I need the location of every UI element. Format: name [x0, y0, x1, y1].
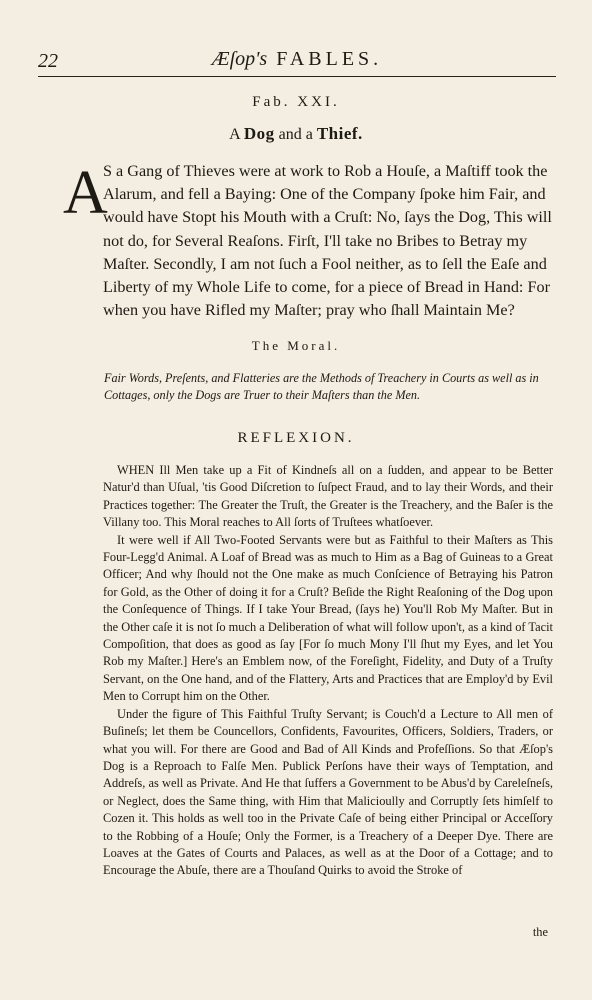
- fable-title-dog: Dog: [243, 124, 275, 143]
- drop-cap: A: [63, 159, 108, 227]
- reflexion-paragraph-3: Under the figure of This Faithful Truſty Servant; is Couch'd a Lecture to All men of Buſineſs; let them be Councellors, Confidents, Favourites, Officers, Soldiers, Traders, or what you will. For there are Good and Bad of All Kinds and Profeſſions. So that Æſop's Dog is a Reproach to Falſe Men. Publick Perſons have their ways of Temptation, and Addreſs, as well as Private. And He that ſuffers a Government to be Abus'd by Careleſneſs, or Neglect, does the Same thing, with Him that Malicioully and Corruptly ſets himſelf to Cozen it. This holds as well too in the Private Caſe of being either Principal or Acceſſory to the Robbing of a Houſe; Only the Former, is a Treachery of a Deeper Dye. There are Loaves at the Gates of Courts and Palaces, as well as at the Door of a Cottage; and to Encourage the Abuſe, there are a Thouſand Quirks to avoid the Stroke of: [103, 706, 553, 878]
- catchword: the: [532, 925, 548, 939]
- fable-title-and: and a: [278, 126, 313, 143]
- fable-title-a: A: [229, 126, 240, 143]
- reflexion-heading: REFLEXION.: [237, 430, 355, 446]
- page-number: 22: [38, 50, 58, 72]
- header-rule: [38, 76, 556, 77]
- reflexion-paragraph-2: It were well if All Two-Footed Servants were but as Faithful to their Maſters as This Four-Legg'd Animal. A Loaf of Bread was as much to Him as a Bag of Guineas to a Great Officer; And why ſhould not the One make as much Conſcience of Betraying his Patron for Gold, as the Other of doing it for a Cruſt? Beſide the Right Reaſoning of the Dog upon the Conſequence of Things. If I take Your Bread, (ſays he) You'll Rob My Maſter. But in the Other caſe it is not ſo much a Deliberation of what will follow upon't, as a kind of Tacit Compoſition, that does as good as ſay [For ſo much Mony I'll ſhut my Eyes, and let You Rob my Maſter.] Here's an Emblem now, of the Foreſight, Fidelity, and Duty of a Truſty Servant, on the One hand, and of the Flattery, Arts and Practices that are Employ'd by Evil Men to Corrupt him on the Other.: [103, 532, 553, 704]
- fable-title-thief: Thief.: [316, 124, 363, 143]
- page-header: [38, 44, 556, 74]
- reflexion-paragraph-1: WHEN Ill Men take up a Fit of Kindneſs all on a ſudden, and appear to be Better Natur'd than Uſual, 'tis Good Diſcretion to ſuſpect Fraud, and to lay their Words, and their Practices together: The Greater the Truſt, the Greater is the Treachery, and the Baſer is the Villany too. This Moral reaches to All ſorts of Truſtees whatſoever.: [103, 463, 553, 530]
- moral-text: Fair Words, Preſents, and Flatteries are the Methods of Treachery in Courts as well as in Cottages, only the Dogs are Truer to their Maſters than the Men.: [104, 371, 539, 403]
- fable-title: [0, 124, 592, 144]
- running-title: [38, 48, 556, 71]
- reflexion-body: [103, 462, 553, 880]
- fable-number: Fab. XXI.: [252, 94, 340, 110]
- moral-heading: The Moral.: [251, 338, 341, 353]
- fable-body: S a Gang of Thieves were at work to Rob a Houſe, a Maſtiff took the Alarum, and fell a Baying: One of the Company ſpoke him Fair, and would have Stopt his Mouth with a Cruſt: No, ſays the Dog, This will not do, for Several Reaſons. Firſt, I'll take no Bribes to Betray my Maſter. Secondly, I am not ſuch a Fool neither, as to ſell the Eaſe and Liberty of my Whole Life to come, for a piece of Bread in Hand: For when you have Rifled my Maſter; pray who ſhall Maintain Me?: [103, 162, 552, 320]
- running-title-italic: Æſop's: [211, 48, 268, 70]
- running-title-rest: FABLES.: [276, 48, 383, 70]
